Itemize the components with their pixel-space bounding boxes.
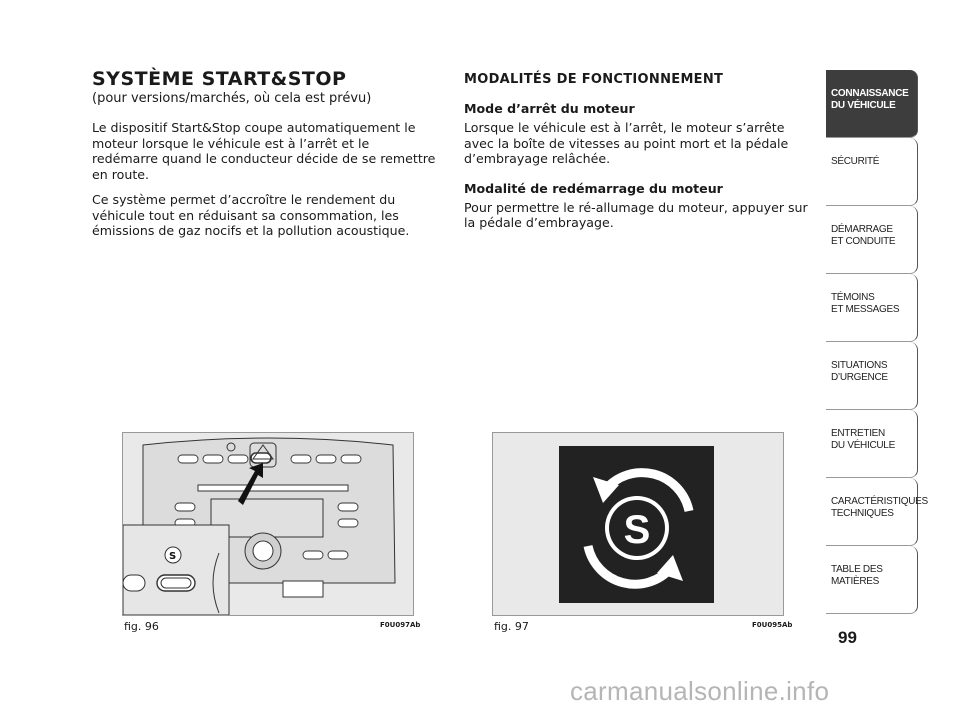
page-number: 99 bbox=[838, 628, 857, 647]
left-column bbox=[92, 68, 437, 239]
operation-heading: MODALITÉS DE FONCTIONNEMENT bbox=[464, 72, 724, 87]
figure-97-caption: fig. 97 bbox=[494, 620, 529, 633]
dashboard-illustration bbox=[123, 433, 413, 615]
tab-entretien-du-vehicule[interactable]: ENTRETIEN DU VÉHICULE bbox=[826, 410, 918, 478]
tab-situations-d-urgence[interactable]: SITUATIONS D’URGENCE bbox=[826, 342, 918, 410]
right-column bbox=[464, 72, 812, 231]
symbol-letter: S bbox=[623, 508, 651, 552]
watermark: carmanualsonline.info bbox=[570, 676, 830, 706]
restart-mode-heading: Modalité de redémarrage du moteur bbox=[464, 180, 723, 196]
section-title: SYSTÈME START&STOP bbox=[92, 68, 347, 90]
tab-caracteristiques-techniques[interactable]: CARACTÉRISTIQUES TECHNIQUES bbox=[826, 478, 918, 546]
intro-paragraph: Le dispositif Start&Stop coupe automatiquement le moteur lorsque le véhicule est à l’arrêt et le redémarre quand le conducteur décide de se remettre en route. bbox=[92, 120, 436, 182]
tab-temoins-et-messages[interactable]: TÉMOINS ET MESSAGES bbox=[826, 274, 918, 342]
figure-96-caption: fig. 96 bbox=[124, 620, 159, 633]
tab-demarrage-et-conduite[interactable]: DÉMARRAGE ET CONDUITE bbox=[826, 206, 918, 274]
svg-text:S: S bbox=[169, 551, 177, 562]
figure-96-code: F0U097Ab bbox=[380, 621, 421, 629]
restart-mode-paragraph: Pour permettre le ré-allumage du moteur, appuyer sur la pédale d’embrayage. bbox=[464, 199, 808, 230]
section-subtitle: (pour versions/marchés, où cela est prévu) bbox=[92, 91, 372, 106]
stop-mode-paragraph: Lorsque le véhicule est à l’arrêt, le moteur s’arrête avec la boîte de vitesses au point mort et la pédale d’embrayage relâchée. bbox=[464, 120, 789, 166]
figure-96-dashboard bbox=[122, 432, 414, 616]
figure-97-symbol bbox=[492, 432, 784, 616]
chapter-sidebar bbox=[826, 70, 928, 614]
tab-connaissance-du-vehicule[interactable]: CONNAISSANCE DU VÉHICULE bbox=[826, 70, 918, 138]
tab-table-des-matieres[interactable]: TABLE DES MATIÈRES bbox=[826, 546, 918, 614]
start-stop-symbol-illustration bbox=[493, 433, 783, 615]
benefit-paragraph: Ce système permet d’accroître le rendement du véhicule tout en réduisant sa consommation, les émissions de gaz nocifs et la pollution acoustique. bbox=[92, 192, 410, 238]
figure-97-code: F0U095Ab bbox=[752, 621, 793, 629]
tab-securite[interactable]: SÉCURITÉ bbox=[826, 138, 918, 206]
stop-mode-heading: Mode d’arrêt du moteur bbox=[464, 101, 635, 116]
